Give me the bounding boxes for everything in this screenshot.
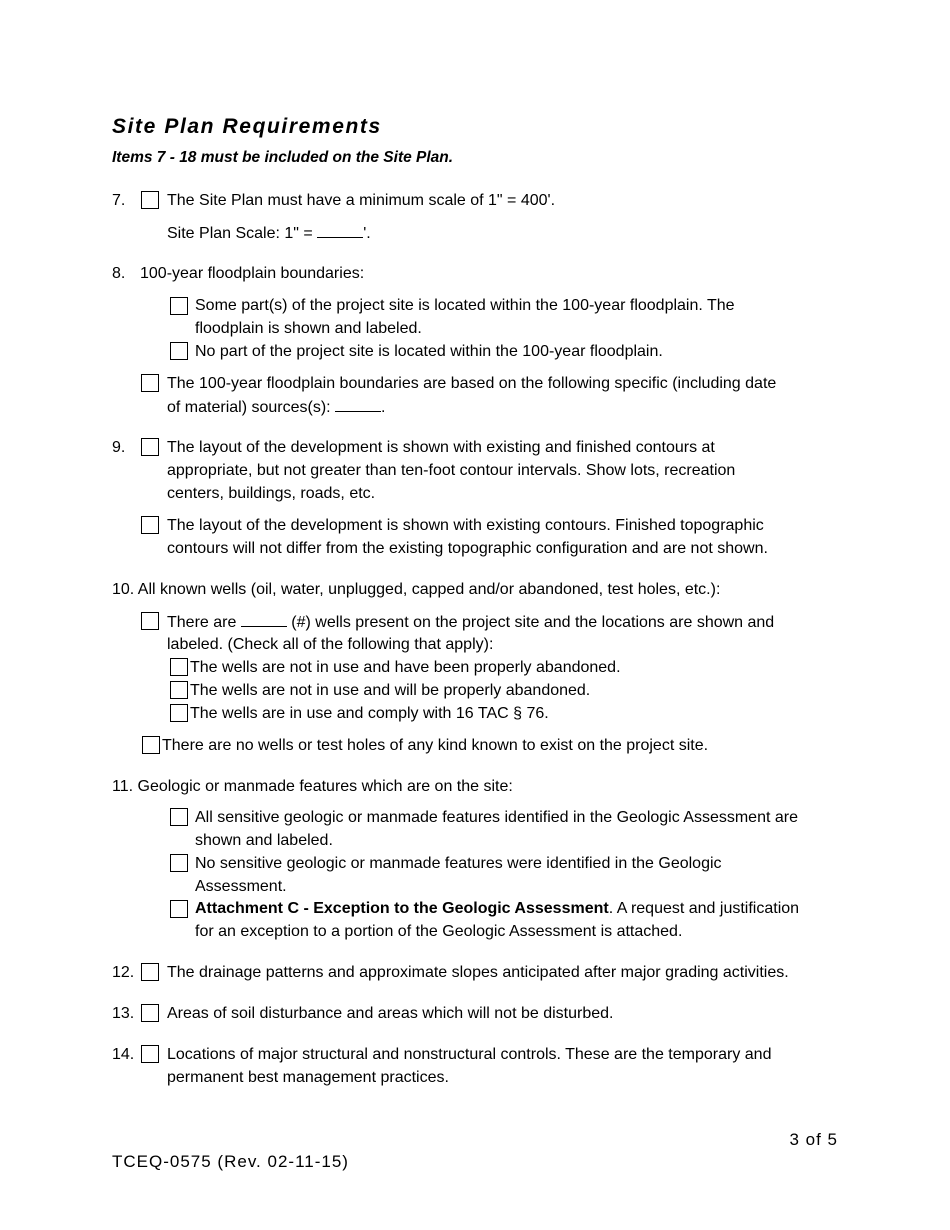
geologic-shown-checkbox[interactable] bbox=[170, 808, 188, 826]
floodplain-none-checkbox[interactable] bbox=[170, 342, 188, 360]
item-12-checkbox[interactable] bbox=[141, 963, 159, 981]
item-14-number: 14. bbox=[112, 1046, 135, 1063]
geologic-none-line2: Assessment. bbox=[195, 878, 287, 895]
geologic-shown-line1: All sensitive geologic or manmade features identified in the Geologic Assessment are bbox=[195, 809, 798, 826]
site-plan-scale-label: Site Plan Scale: 1" = bbox=[167, 225, 318, 242]
floodplain-none-text: No part of the project site is located within the 100-year floodplain. bbox=[195, 343, 663, 360]
site-plan-scale-blank[interactable] bbox=[317, 223, 363, 238]
geologic-none-checkbox[interactable] bbox=[170, 854, 188, 872]
wells-present-line2: labeled. (Check all of the following that apply): bbox=[167, 636, 494, 653]
floodplain-within-line1: Some part(s) of the project site is located within the 100-year floodplain. The bbox=[195, 297, 735, 314]
item-14-checkbox[interactable] bbox=[141, 1045, 159, 1063]
page-title: Site Plan Requirements bbox=[112, 115, 382, 138]
floodplain-within-checkbox[interactable] bbox=[170, 297, 188, 315]
item-13-checkbox[interactable] bbox=[141, 1004, 159, 1022]
item-10-heading: 10. All known wells (oil, water, unplugged, capped and/or abandoned, test holes, etc.): bbox=[112, 581, 721, 598]
page-number: 3 of 5 bbox=[789, 1130, 838, 1149]
geologic-shown-line2: shown and labeled. bbox=[195, 832, 333, 849]
item-12-text: The drainage patterns and approximate slopes anticipated after major grading activities. bbox=[167, 964, 789, 981]
item-14-line2: permanent best management practices. bbox=[167, 1069, 449, 1086]
floodplain-sources-line2 bbox=[167, 397, 386, 417]
attachment-c-title: Attachment C - Exception to the Geologic Assessment bbox=[195, 900, 609, 917]
wells-will-abandon-text: The wells are not in use and will be properly abandoned. bbox=[190, 682, 591, 699]
floodplain-sources-blank[interactable] bbox=[335, 397, 381, 412]
contours-finished-line1: The layout of the development is shown with existing and finished contours at bbox=[167, 439, 715, 456]
floodplain-sources-suffix: . bbox=[381, 399, 386, 416]
wells-in-use-text: The wells are in use and comply with 16 TAC § 76. bbox=[190, 705, 549, 722]
wells-abandoned-checkbox[interactable] bbox=[170, 658, 188, 676]
item-12-number: 12. bbox=[112, 964, 135, 981]
wells-present-label: There are bbox=[167, 614, 241, 631]
wells-present-line1 bbox=[167, 612, 774, 632]
item-13-number: 13. bbox=[112, 1005, 135, 1022]
form-id: TCEQ-0575 (Rev. 02-11-15) bbox=[112, 1152, 349, 1171]
geologic-exception-rest: . A request and justification bbox=[608, 900, 800, 917]
item-13-text: Areas of soil disturbance and areas which will not be disturbed. bbox=[167, 1005, 614, 1022]
wells-present-rest: (#) wells present on the project site and the locations are shown and bbox=[286, 614, 775, 631]
item-7-checkbox[interactable] bbox=[141, 191, 159, 209]
wells-will-abandon-checkbox[interactable] bbox=[170, 681, 188, 699]
wells-count-blank[interactable] bbox=[241, 612, 287, 627]
wells-in-use-checkbox[interactable] bbox=[170, 704, 188, 722]
item-14-line1: Locations of major structural and nonstructural controls. These are the temporary and bbox=[167, 1046, 772, 1063]
floodplain-sources-label: of material) sources(s): bbox=[167, 399, 336, 416]
geologic-exception-line2: for an exception to a portion of the Geologic Assessment is attached. bbox=[195, 923, 683, 940]
wells-abandoned-text: The wells are not in use and have been properly abandoned. bbox=[190, 659, 621, 676]
contours-finished-line3: centers, buildings, roads, etc. bbox=[167, 485, 376, 502]
geologic-exception-line1 bbox=[195, 899, 799, 918]
floodplain-within-line2: floodplain is shown and labeled. bbox=[195, 320, 422, 337]
contours-finished-line2: appropriate, but not greater than ten-foot contour intervals. Show lots, recreation bbox=[167, 462, 736, 479]
site-plan-scale-suffix: '. bbox=[363, 225, 371, 242]
wells-present-checkbox[interactable] bbox=[141, 612, 159, 630]
contours-existing-line1: The layout of the development is shown with existing contours. Finished topographic bbox=[167, 517, 764, 534]
geologic-none-line1: No sensitive geologic or manmade features were identified in the Geologic bbox=[195, 855, 722, 872]
page-subtitle: Items 7 - 18 must be included on the Site Plan. bbox=[112, 149, 454, 166]
item-7-text: The Site Plan must have a minimum scale of 1" = 400'. bbox=[167, 192, 556, 209]
geologic-exception-checkbox[interactable] bbox=[170, 900, 188, 918]
contours-finished-checkbox[interactable] bbox=[141, 438, 159, 456]
item-9-number: 9. bbox=[112, 439, 126, 456]
contours-existing-checkbox[interactable] bbox=[141, 516, 159, 534]
no-wells-checkbox[interactable] bbox=[142, 736, 160, 754]
floodplain-sources-checkbox[interactable] bbox=[141, 374, 159, 392]
item-8-heading: 100-year floodplain boundaries: bbox=[140, 265, 365, 282]
site-plan-scale-line bbox=[167, 223, 371, 243]
item-8-number: 8. bbox=[112, 265, 126, 282]
item-7-number: 7. bbox=[112, 192, 126, 209]
floodplain-sources-line1: The 100-year floodplain boundaries are based on the following specific (including date bbox=[167, 375, 777, 392]
no-wells-text: There are no wells or test holes of any kind known to exist on the project site. bbox=[162, 737, 709, 754]
item-11-heading: 11. Geologic or manmade features which are on the site: bbox=[112, 778, 513, 795]
contours-existing-line2: contours will not differ from the existing topographic configuration and are not shown. bbox=[167, 540, 768, 557]
